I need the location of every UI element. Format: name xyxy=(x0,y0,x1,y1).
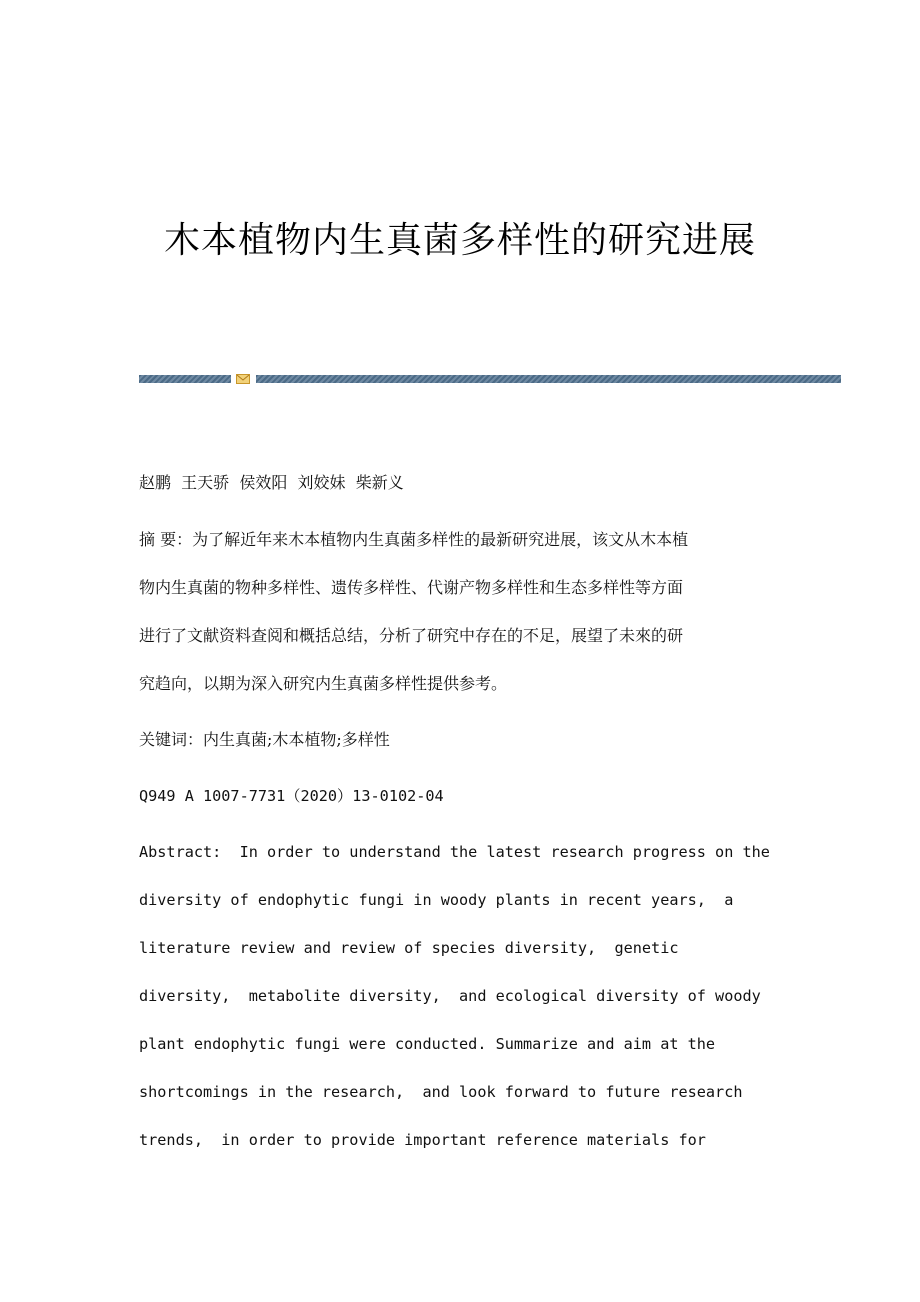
abstract-en-line: literature review and review of species diversity, genetic xyxy=(139,939,679,957)
classification-code: Q949 A 1007-7731（2020）13-0102-04 xyxy=(139,787,444,805)
abstract-en-line: diversity of endophytic fungi in woody plants in recent years, a xyxy=(139,891,734,909)
envelope-icon xyxy=(236,374,250,384)
abstract-cn-line: 摘 要：为了解近年来木本植物内生真菌多样性的最新研究进展，该文从木本植 xyxy=(139,530,689,549)
author-list: 赵鹏 王天骄 侯效阳 刘姣妹 柴新义 xyxy=(139,473,404,492)
abstract-en-line: plant endophytic fungi were conducted. Summarize and aim at the xyxy=(139,1035,716,1053)
abstract-en-line: Abstract: In order to understand the latest research progress on the xyxy=(139,843,770,861)
page-title: 木本植物内生真菌多样性的研究进展 xyxy=(163,220,756,261)
abstract-cn-line: 究趋向，以期为深入研究内生真菌多样性提供参考。 xyxy=(139,674,508,693)
abstract-cn-line: 物内生真菌的物种多样性、遗传多样性、代谢产物多样性和生态多样性等方面 xyxy=(139,578,684,597)
abstract-en-line: diversity, metabolite diversity, and ecological diversity of woody xyxy=(139,987,761,1005)
title-divider xyxy=(139,375,841,384)
divider-bar-left xyxy=(139,375,231,383)
divider-bar-right xyxy=(256,375,841,383)
keywords: 关键词：内生真菌;木本植物;多样性 xyxy=(139,730,390,749)
abstract-en-line: shortcomings in the research, and look forward to future research xyxy=(139,1083,743,1101)
abstract-cn-line: 进行了文献资料查阅和概括总结，分析了研究中存在的不足，展望了未來的研 xyxy=(139,626,684,645)
abstract-en-line: trends, in order to provide important reference materials for xyxy=(139,1131,706,1149)
